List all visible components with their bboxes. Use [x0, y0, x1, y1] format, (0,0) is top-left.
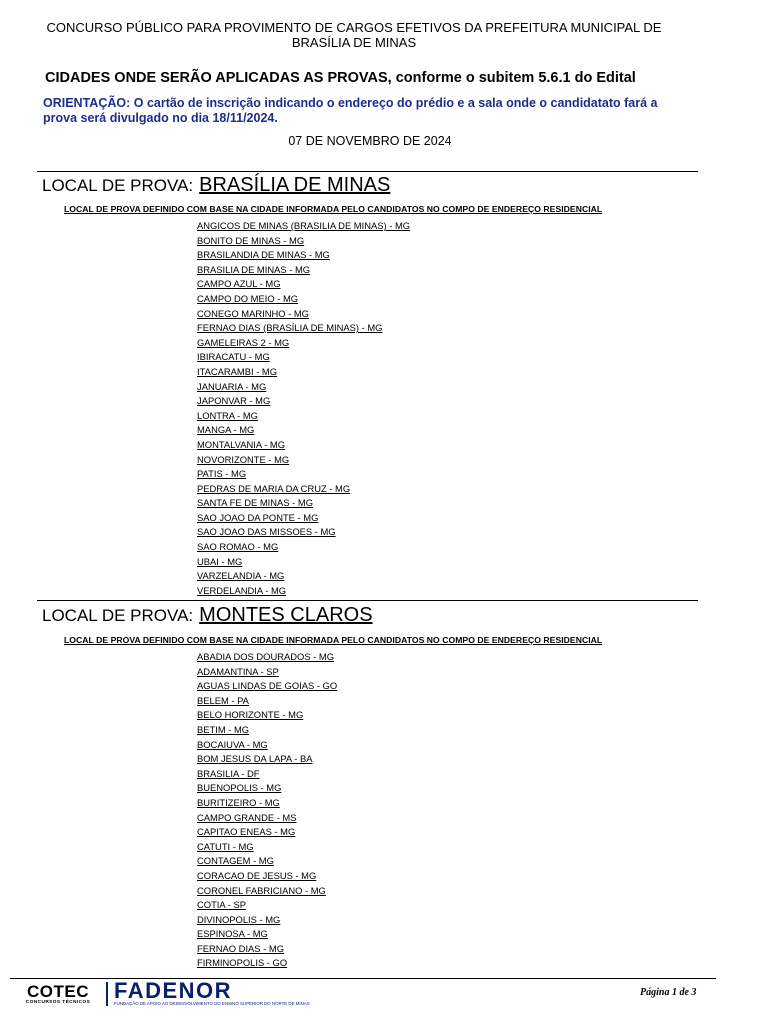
- city-item: SAO ROMAO - MG: [197, 541, 279, 553]
- exam-location-heading: [42, 174, 390, 197]
- orientation-notice: [43, 96, 693, 125]
- logo-separator: [106, 982, 108, 1006]
- fadenor-logo: [114, 978, 310, 1007]
- city-item: MONTALVANIA - MG: [197, 438, 286, 450]
- city-item: CAPITAO ENEAS - MG: [197, 826, 296, 838]
- city-item: MANGA - MG: [197, 424, 255, 436]
- city-item: CAMPO GRANDE - MS: [197, 811, 297, 823]
- page-number: Página 1 de 3: [640, 987, 697, 998]
- fadenor-logo-name: FADENOR: [114, 978, 233, 1003]
- city-item: CAMPO DO MEIO - MG: [197, 292, 299, 304]
- fadenor-logo-tagline: FUNDAÇÃO DE APOIO AO DESENVOLVIMENTO DO ENSINO SUPERIOR DO NORTE DE MINAS: [114, 1001, 310, 1006]
- city-item: CATUTI - MG: [197, 840, 254, 852]
- city-item: SAO JOAO DA PONTE - MG: [197, 511, 319, 523]
- city-list-brasilia-de-minas: [197, 219, 410, 598]
- section-divider: [37, 171, 698, 172]
- document-title-line-1: CONCURSO PÚBLICO PARA PROVIMENTO DE CARGOS EFETIVOS DA PREFEITURA MUNICIPAL DE: [46, 20, 662, 35]
- city-item: CAMPO AZUL - MG: [197, 278, 281, 290]
- location-basis-note: LOCAL DE PROVA DEFINIDO COM BASE NA CIDADE INFORMADA PELO CANDIDATOS NO COMPO DE ENDEREÇO RESIDENCIAL: [64, 204, 603, 214]
- city-item: SANTA FE DE MINAS - MG: [197, 497, 313, 509]
- city-item: BOCAIUVA - MG: [197, 738, 268, 750]
- city-item: UBAI - MG: [197, 555, 243, 567]
- document-date: 07 DE NOVEMBRO DE 2024: [288, 134, 452, 148]
- city-item: ADAMANTINA - SP: [197, 665, 279, 677]
- city-item: BUENOPOLIS - MG: [197, 782, 282, 794]
- city-item: BOM JESUS DA LAPA - BA: [197, 753, 313, 765]
- city-item: DIVINOPOLIS - MG: [197, 913, 281, 925]
- city-item: CONEGO MARINHO - MG: [197, 307, 309, 319]
- city-item: BRASILIA DE MINAS - MG: [197, 263, 311, 275]
- exam-location-heading: [42, 604, 373, 627]
- city-item: BONITO DE MINAS - MG: [197, 234, 305, 246]
- city-item: JAPONVAR - MG: [197, 395, 271, 407]
- city-item: BELEM - PA: [197, 694, 249, 706]
- exam-location-label: LOCAL DE PROVA:: [42, 606, 194, 625]
- location-basis-note: LOCAL DE PROVA DEFINIDO COM BASE NA CIDADE INFORMADA PELO CANDIDATOS NO COMPO DE ENDEREÇO RESIDENCIAL: [64, 635, 603, 645]
- city-item: CORACAO DE JESUS - MG: [197, 869, 317, 881]
- document-subtitle: CIDADES ONDE SERÃO APLICADAS AS PROVAS, conforme o subitem 5.6.1 do Edital: [45, 70, 636, 86]
- city-item: FERNAO DIAS - MG: [197, 942, 284, 954]
- city-item: ITACARAMBI - MG: [197, 365, 278, 377]
- orientation-label: ORIENTAÇÃO:: [43, 96, 131, 110]
- city-item: BURITIZEIRO - MG: [197, 796, 280, 808]
- city-item: BETIM - MG: [197, 723, 250, 735]
- orientation-text: O cartão de inscrição indicando o endereço do prédio e a sala onde o candidatato fará a prova será divulgado no dia 18/11/2024.: [43, 96, 658, 125]
- city-item: LONTRA - MG: [197, 409, 258, 421]
- city-item: CORONEL FABRICIANO - MG: [197, 884, 326, 896]
- city-item: PATIS - MG: [197, 468, 247, 480]
- city-item: PEDRAS DE MARIA DA CRUZ - MG: [197, 482, 351, 494]
- city-item: BRASILIA - DF: [197, 767, 260, 779]
- document-title: [0, 20, 708, 50]
- city-item: NOVORIZONTE - MG: [197, 453, 290, 465]
- city-item: COTIA - SP: [197, 899, 246, 911]
- city-item: SAO JOAO DAS MISSOES - MG: [197, 526, 336, 538]
- section-divider: [37, 600, 698, 601]
- exam-location-label: LOCAL DE PROVA:: [42, 176, 194, 195]
- city-item: JANUARIA - MG: [197, 380, 267, 392]
- city-item: FERNAO DIAS (BRASÍLIA DE MINAS) - MG: [197, 322, 383, 334]
- city-item: VARZELANDIA - MG: [197, 570, 285, 582]
- city-item: ABADIA DOS DOURADOS - MG: [197, 651, 334, 662]
- cotec-logo-tagline: CONCURSOS TÉCNICOS: [25, 1000, 91, 1005]
- city-item: ANGICOS DE MINAS (BRASILIA DE MINAS) - MG: [197, 220, 411, 231]
- exam-location-name: MONTES CLAROS: [199, 604, 373, 626]
- city-item: AGUAS LINDAS DE GOIAS - GO: [197, 680, 338, 692]
- cotec-logo-name: COTEC: [27, 982, 89, 1001]
- city-item: ESPINOSA - MG: [197, 928, 268, 940]
- city-item: FIRMINOPOLIS - GO: [197, 957, 288, 969]
- city-item: BELO HORIZONTE - MG: [197, 709, 304, 721]
- city-list-montes-claros: [197, 650, 337, 971]
- city-item: CONTAGEM - MG: [197, 855, 274, 867]
- city-item: IBIRACATU - MG: [197, 351, 270, 363]
- city-item: VERDELANDIA - MG: [197, 584, 287, 596]
- city-item: BRASILANDIA DE MINAS - MG: [197, 249, 330, 261]
- city-item: GAMELEIRAS 2 - MG: [197, 336, 290, 348]
- document-title-line-2: BRASÍLIA DE MINAS: [291, 35, 417, 50]
- cotec-logo: [18, 984, 98, 1006]
- exam-location-name: BRASÍLIA DE MINAS: [199, 174, 391, 196]
